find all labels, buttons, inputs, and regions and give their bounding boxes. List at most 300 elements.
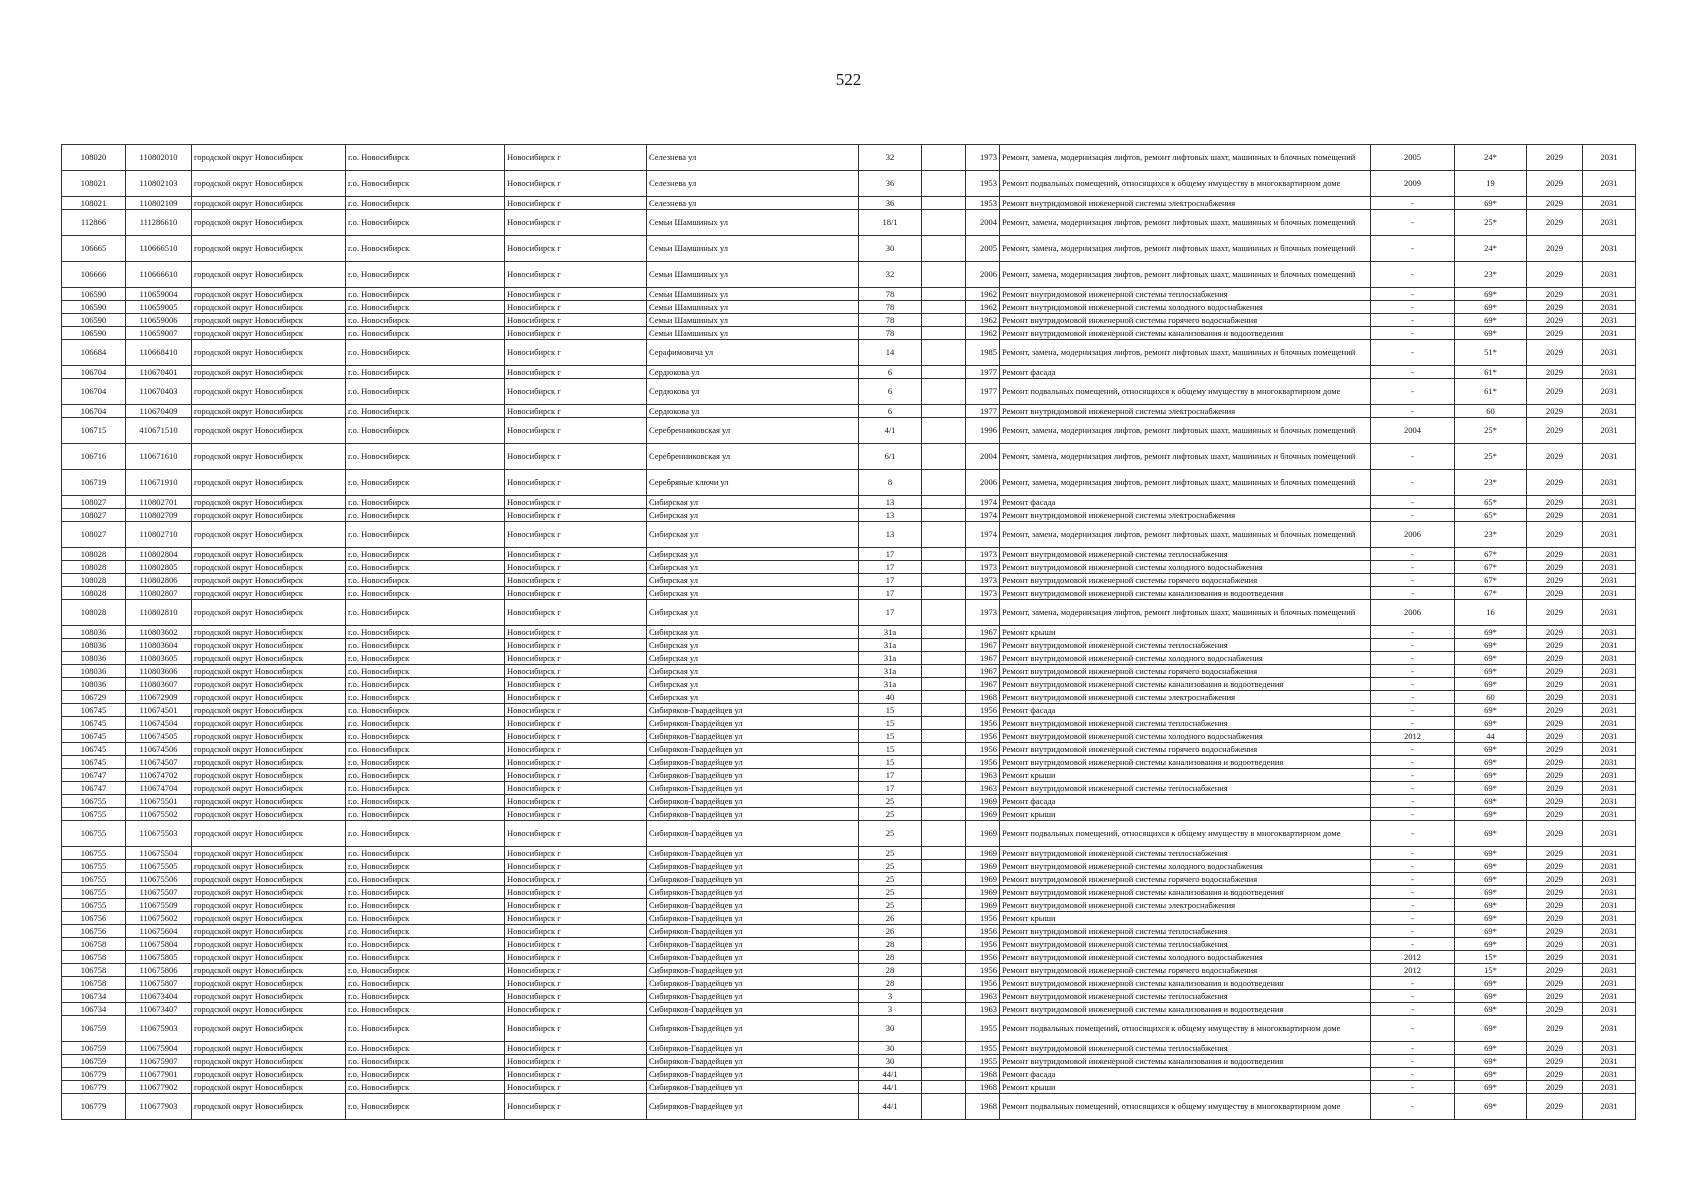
- work-type-cell: Ремонт подвальных помещений, относящихся к общему имуществу в многоквартирном доме: [1000, 1094, 1371, 1120]
- house-number-cell: 78: [859, 314, 922, 327]
- street-cell: Семьи Шамшиных ул: [647, 314, 859, 327]
- street-cell: Сибиряков-Гвардейцев ул: [647, 912, 859, 925]
- house-number-cell: 17: [859, 561, 922, 574]
- housing-cell: [922, 171, 966, 197]
- plan-start-cell: 2029: [1527, 1003, 1583, 1016]
- house-number-cell: 8: [859, 470, 922, 496]
- last-repair-year-cell: -: [1371, 626, 1455, 639]
- work-id-cell: 110675807: [126, 977, 192, 990]
- wear-cell: 25*: [1455, 444, 1527, 470]
- work-type-cell: Ремонт подвальных помещений, относящихся к общему имуществу в многоквартирном доме: [1000, 1016, 1371, 1042]
- house-number-cell: 6: [859, 379, 922, 405]
- table-row: [62, 1081, 1636, 1094]
- plan-start-cell: 2029: [1527, 951, 1583, 964]
- street-cell: Сибиряков-Гвардейцев ул: [647, 1081, 859, 1094]
- city-cell: Новосибирск г: [505, 340, 647, 366]
- build-year-cell: 1969: [966, 873, 1000, 886]
- house-id-cell: 106715: [62, 418, 126, 444]
- work-id-cell: 111286610: [126, 210, 192, 236]
- work-id-cell: 110803602: [126, 626, 192, 639]
- district-cell: г.о. Новосибирск: [346, 587, 505, 600]
- last-repair-year-cell: -: [1371, 691, 1455, 704]
- housing-cell: [922, 704, 966, 717]
- district-cell: г.о. Новосибирск: [346, 1016, 505, 1042]
- city-cell: Новосибирск г: [505, 886, 647, 899]
- district-cell: г.о. Новосибирск: [346, 405, 505, 418]
- street-cell: Селезнева ул: [647, 197, 859, 210]
- city-cell: Новосибирск г: [505, 522, 647, 548]
- housing-cell: [922, 197, 966, 210]
- build-year-cell: 2006: [966, 470, 1000, 496]
- housing-cell: [922, 665, 966, 678]
- street-cell: Сибирская ул: [647, 496, 859, 509]
- street-cell: Сибиряков-Гвардейцев ул: [647, 899, 859, 912]
- house-id-cell: 106734: [62, 990, 126, 1003]
- wear-cell: 23*: [1455, 262, 1527, 288]
- city-cell: Новосибирск г: [505, 301, 647, 314]
- wear-cell: 69*: [1455, 990, 1527, 1003]
- work-id-cell: 110803604: [126, 639, 192, 652]
- work-type-cell: Ремонт внутридомовой инженерной системы холодного водоснабжения: [1000, 730, 1371, 743]
- plan-end-cell: 2031: [1583, 717, 1636, 730]
- housing-cell: [922, 444, 966, 470]
- plan-start-cell: 2029: [1527, 171, 1583, 197]
- house-number-cell: 14: [859, 340, 922, 366]
- district-cell: г.о. Новосибирск: [346, 769, 505, 782]
- municipality-cell: городской округ Новосибирск: [192, 626, 346, 639]
- wear-cell: 61*: [1455, 379, 1527, 405]
- house-id-cell: 108028: [62, 548, 126, 561]
- district-cell: г.о. Новосибирск: [346, 1094, 505, 1120]
- city-cell: Новосибирск г: [505, 847, 647, 860]
- district-cell: г.о. Новосибирск: [346, 886, 505, 899]
- district-cell: г.о. Новосибирск: [346, 977, 505, 990]
- build-year-cell: 1956: [966, 977, 1000, 990]
- district-cell: г.о. Новосибирск: [346, 561, 505, 574]
- work-id-cell: 110675507: [126, 886, 192, 899]
- work-type-cell: Ремонт внутридомовой инженерной системы канализования и водоотведения: [1000, 977, 1371, 990]
- build-year-cell: 1977: [966, 366, 1000, 379]
- city-cell: Новосибирск г: [505, 821, 647, 847]
- wear-cell: 69*: [1455, 977, 1527, 990]
- house-number-cell: 31а: [859, 665, 922, 678]
- work-type-cell: Ремонт фасада: [1000, 704, 1371, 717]
- wear-cell: 69*: [1455, 314, 1527, 327]
- last-repair-year-cell: -: [1371, 782, 1455, 795]
- house-number-cell: 30: [859, 1016, 922, 1042]
- house-number-cell: 28: [859, 977, 922, 990]
- house-id-cell: 108036: [62, 678, 126, 691]
- work-id-cell: 110675504: [126, 847, 192, 860]
- work-id-cell: 110673407: [126, 1003, 192, 1016]
- work-type-cell: Ремонт крыши: [1000, 912, 1371, 925]
- plan-start-cell: 2029: [1527, 522, 1583, 548]
- build-year-cell: 2004: [966, 210, 1000, 236]
- housing-cell: [922, 1081, 966, 1094]
- plan-start-cell: 2029: [1527, 379, 1583, 405]
- district-cell: г.о. Новосибирск: [346, 873, 505, 886]
- plan-start-cell: 2029: [1527, 717, 1583, 730]
- table-row: [62, 574, 1636, 587]
- house-number-cell: 78: [859, 288, 922, 301]
- street-cell: Сибиряков-Гвардейцев ул: [647, 860, 859, 873]
- plan-start-cell: 2029: [1527, 704, 1583, 717]
- street-cell: Сибиряков-Гвардейцев ул: [647, 808, 859, 821]
- work-id-cell: 110802701: [126, 496, 192, 509]
- plan-end-cell: 2031: [1583, 639, 1636, 652]
- city-cell: Новосибирск г: [505, 509, 647, 522]
- plan-end-cell: 2031: [1583, 1068, 1636, 1081]
- plan-start-cell: 2029: [1527, 990, 1583, 1003]
- plan-end-cell: 2031: [1583, 496, 1636, 509]
- wear-cell: 60: [1455, 405, 1527, 418]
- work-id-cell: 110677902: [126, 1081, 192, 1094]
- municipality-cell: городской округ Новосибирск: [192, 639, 346, 652]
- wear-cell: 25*: [1455, 418, 1527, 444]
- district-cell: г.о. Новосибирск: [346, 652, 505, 665]
- last-repair-year-cell: -: [1371, 990, 1455, 1003]
- district-cell: г.о. Новосибирск: [346, 665, 505, 678]
- last-repair-year-cell: -: [1371, 795, 1455, 808]
- house-id-cell: 106755: [62, 860, 126, 873]
- work-type-cell: Ремонт, замена, модернизация лифтов, ремонт лифтовых шахт, машинных и блочных помещений: [1000, 262, 1371, 288]
- plan-start-cell: 2029: [1527, 782, 1583, 795]
- street-cell: Сибирская ул: [647, 561, 859, 574]
- municipality-cell: городской округ Новосибирск: [192, 691, 346, 704]
- housing-cell: [922, 1094, 966, 1120]
- housing-cell: [922, 509, 966, 522]
- build-year-cell: 1968: [966, 691, 1000, 704]
- last-repair-year-cell: -: [1371, 574, 1455, 587]
- last-repair-year-cell: -: [1371, 314, 1455, 327]
- district-cell: г.о. Новосибирск: [346, 262, 505, 288]
- house-id-cell: 106779: [62, 1068, 126, 1081]
- house-id-cell: 108027: [62, 522, 126, 548]
- wear-cell: 69*: [1455, 327, 1527, 340]
- city-cell: Новосибирск г: [505, 665, 647, 678]
- work-type-cell: Ремонт внутридомовой инженерной системы электроснабжения: [1000, 899, 1371, 912]
- wear-cell: 67*: [1455, 574, 1527, 587]
- municipality-cell: городской округ Новосибирск: [192, 769, 346, 782]
- city-cell: Новосибирск г: [505, 262, 647, 288]
- build-year-cell: 1956: [966, 756, 1000, 769]
- municipality-cell: городской округ Новосибирск: [192, 444, 346, 470]
- street-cell: Серебренниковская ул: [647, 444, 859, 470]
- work-type-cell: Ремонт внутридомовой инженерной системы горячего водоснабжения: [1000, 964, 1371, 977]
- last-repair-year-cell: -: [1371, 925, 1455, 938]
- last-repair-year-cell: 2006: [1371, 522, 1455, 548]
- street-cell: Сибиряков-Гвардейцев ул: [647, 769, 859, 782]
- housing-cell: [922, 886, 966, 899]
- last-repair-year-cell: -: [1371, 444, 1455, 470]
- work-id-cell: 110666510: [126, 236, 192, 262]
- municipality-cell: городской округ Новосибирск: [192, 561, 346, 574]
- plan-start-cell: 2029: [1527, 665, 1583, 678]
- wear-cell: 16: [1455, 600, 1527, 626]
- house-id-cell: 106745: [62, 704, 126, 717]
- work-type-cell: Ремонт подвальных помещений, относящихся к общему имуществу в многоквартирном доме: [1000, 379, 1371, 405]
- municipality-cell: городской округ Новосибирск: [192, 288, 346, 301]
- housing-cell: [922, 691, 966, 704]
- city-cell: Новосибирск г: [505, 743, 647, 756]
- housing-cell: [922, 379, 966, 405]
- build-year-cell: 1969: [966, 808, 1000, 821]
- district-cell: г.о. Новосибирск: [346, 197, 505, 210]
- house-number-cell: 30: [859, 1042, 922, 1055]
- house-number-cell: 13: [859, 509, 922, 522]
- table-row: [62, 756, 1636, 769]
- build-year-cell: 1973: [966, 587, 1000, 600]
- plan-start-cell: 2029: [1527, 795, 1583, 808]
- street-cell: Сибирская ул: [647, 509, 859, 522]
- street-cell: Сибиряков-Гвардейцев ул: [647, 990, 859, 1003]
- street-cell: Сибиряков-Гвардейцев ул: [647, 1068, 859, 1081]
- housing-cell: [922, 912, 966, 925]
- work-id-cell: 110672909: [126, 691, 192, 704]
- plan-end-cell: 2031: [1583, 886, 1636, 899]
- plan-end-cell: 2031: [1583, 548, 1636, 561]
- house-id-cell: 106590: [62, 288, 126, 301]
- municipality-cell: городской округ Новосибирск: [192, 964, 346, 977]
- work-id-cell: 110675903: [126, 1016, 192, 1042]
- municipality-cell: городской округ Новосибирск: [192, 678, 346, 691]
- work-id-cell: 110677903: [126, 1094, 192, 1120]
- municipality-cell: городской округ Новосибирск: [192, 327, 346, 340]
- municipality-cell: городской округ Новосибирск: [192, 782, 346, 795]
- municipality-cell: городской округ Новосибирск: [192, 1094, 346, 1120]
- last-repair-year-cell: -: [1371, 366, 1455, 379]
- plan-end-cell: 2031: [1583, 743, 1636, 756]
- last-repair-year-cell: -: [1371, 1003, 1455, 1016]
- table-row: [62, 691, 1636, 704]
- street-cell: Серебренниковская ул: [647, 418, 859, 444]
- last-repair-year-cell: -: [1371, 639, 1455, 652]
- district-cell: г.о. Новосибирск: [346, 600, 505, 626]
- work-id-cell: 110675804: [126, 938, 192, 951]
- plan-end-cell: 2031: [1583, 301, 1636, 314]
- municipality-cell: городской округ Новосибирск: [192, 717, 346, 730]
- plan-start-cell: 2029: [1527, 496, 1583, 509]
- street-cell: Сибирская ул: [647, 600, 859, 626]
- district-cell: г.о. Новосибирск: [346, 626, 505, 639]
- plan-start-cell: 2029: [1527, 405, 1583, 418]
- work-id-cell: 110668410: [126, 340, 192, 366]
- table-row: [62, 145, 1636, 171]
- table-row: [62, 314, 1636, 327]
- street-cell: Сердюкова ул: [647, 405, 859, 418]
- table-row: [62, 964, 1636, 977]
- work-type-cell: Ремонт внутридомовой инженерной системы теплоснабжения: [1000, 288, 1371, 301]
- municipality-cell: городской округ Новосибирск: [192, 548, 346, 561]
- work-id-cell: 110677901: [126, 1068, 192, 1081]
- street-cell: Сибиряков-Гвардейцев ул: [647, 1042, 859, 1055]
- housing-cell: [922, 600, 966, 626]
- work-id-cell: 110659006: [126, 314, 192, 327]
- municipality-cell: городской округ Новосибирск: [192, 652, 346, 665]
- table-row: [62, 847, 1636, 860]
- plan-start-cell: 2029: [1527, 444, 1583, 470]
- work-id-cell: 110673404: [126, 990, 192, 1003]
- house-number-cell: 36: [859, 171, 922, 197]
- street-cell: Сибиряков-Гвардейцев ул: [647, 704, 859, 717]
- last-repair-year-cell: -: [1371, 1042, 1455, 1055]
- house-id-cell: 106758: [62, 938, 126, 951]
- work-type-cell: Ремонт внутридомовой инженерной системы горячего водоснабжения: [1000, 743, 1371, 756]
- municipality-cell: городской округ Новосибирск: [192, 340, 346, 366]
- table-row: [62, 912, 1636, 925]
- wear-cell: 69*: [1455, 717, 1527, 730]
- district-cell: г.о. Новосибирск: [346, 639, 505, 652]
- plan-start-cell: 2029: [1527, 977, 1583, 990]
- house-id-cell: 106779: [62, 1094, 126, 1120]
- table-row: [62, 977, 1636, 990]
- work-id-cell: 110675806: [126, 964, 192, 977]
- build-year-cell: 2006: [966, 262, 1000, 288]
- house-id-cell: 106755: [62, 886, 126, 899]
- district-cell: г.о. Новосибирск: [346, 717, 505, 730]
- table-row: [62, 470, 1636, 496]
- work-type-cell: Ремонт внутридомовой инженерной системы холодного водоснабжения: [1000, 860, 1371, 873]
- house-number-cell: 30: [859, 1055, 922, 1068]
- plan-end-cell: 2031: [1583, 418, 1636, 444]
- wear-cell: 69*: [1455, 743, 1527, 756]
- district-cell: г.о. Новосибирск: [346, 509, 505, 522]
- work-type-cell: Ремонт крыши: [1000, 1081, 1371, 1094]
- plan-start-cell: 2029: [1527, 366, 1583, 379]
- build-year-cell: 1968: [966, 1081, 1000, 1094]
- district-cell: г.о. Новосибирск: [346, 704, 505, 717]
- wear-cell: 69*: [1455, 639, 1527, 652]
- housing-cell: [922, 366, 966, 379]
- housing-cell: [922, 938, 966, 951]
- plan-start-cell: 2029: [1527, 964, 1583, 977]
- table-row: [62, 652, 1636, 665]
- last-repair-year-cell: 2012: [1371, 730, 1455, 743]
- housing-cell: [922, 496, 966, 509]
- district-cell: г.о. Новосибирск: [346, 327, 505, 340]
- last-repair-year-cell: -: [1371, 873, 1455, 886]
- build-year-cell: 2005: [966, 236, 1000, 262]
- street-cell: Сибиряков-Гвардейцев ул: [647, 756, 859, 769]
- house-id-cell: 106756: [62, 925, 126, 938]
- street-cell: Сибиряков-Гвардейцев ул: [647, 1094, 859, 1120]
- house-id-cell: 106719: [62, 470, 126, 496]
- last-repair-year-cell: -: [1371, 912, 1455, 925]
- street-cell: Сибирская ул: [647, 678, 859, 691]
- table-row: [62, 743, 1636, 756]
- work-type-cell: Ремонт, замена, модернизация лифтов, ремонт лифтовых шахт, машинных и блочных помещений: [1000, 470, 1371, 496]
- work-type-cell: Ремонт, замена, модернизация лифтов, ремонт лифтовых шахт, машинных и блочных помещений: [1000, 145, 1371, 171]
- last-repair-year-cell: -: [1371, 1094, 1455, 1120]
- street-cell: Сибиряков-Гвардейцев ул: [647, 847, 859, 860]
- plan-end-cell: 2031: [1583, 977, 1636, 990]
- wear-cell: 69*: [1455, 795, 1527, 808]
- last-repair-year-cell: -: [1371, 847, 1455, 860]
- wear-cell: 69*: [1455, 1068, 1527, 1081]
- housing-cell: [922, 1042, 966, 1055]
- last-repair-year-cell: -: [1371, 262, 1455, 288]
- city-cell: Новосибирск г: [505, 756, 647, 769]
- table-row: [62, 821, 1636, 847]
- house-number-cell: 17: [859, 769, 922, 782]
- build-year-cell: 1956: [966, 743, 1000, 756]
- house-id-cell: 106759: [62, 1042, 126, 1055]
- work-type-cell: Ремонт фасада: [1000, 496, 1371, 509]
- table-row: [62, 522, 1636, 548]
- city-cell: Новосибирск г: [505, 964, 647, 977]
- last-repair-year-cell: 2004: [1371, 418, 1455, 444]
- plan-end-cell: 2031: [1583, 574, 1636, 587]
- work-id-cell: 110802805: [126, 561, 192, 574]
- city-cell: Новосибирск г: [505, 236, 647, 262]
- district-cell: г.о. Новосибирск: [346, 301, 505, 314]
- house-id-cell: 106755: [62, 873, 126, 886]
- table-row: [62, 626, 1636, 639]
- table-row: [62, 678, 1636, 691]
- house-id-cell: 106759: [62, 1016, 126, 1042]
- last-repair-year-cell: -: [1371, 236, 1455, 262]
- build-year-cell: 1963: [966, 1003, 1000, 1016]
- house-number-cell: 44/1: [859, 1081, 922, 1094]
- wear-cell: 69*: [1455, 197, 1527, 210]
- house-number-cell: 17: [859, 600, 922, 626]
- house-number-cell: 15: [859, 743, 922, 756]
- wear-cell: 69*: [1455, 756, 1527, 769]
- plan-start-cell: 2029: [1527, 743, 1583, 756]
- table-row: [62, 717, 1636, 730]
- work-type-cell: Ремонт внутридомовой инженерной системы холодного водоснабжения: [1000, 652, 1371, 665]
- house-id-cell: 108028: [62, 561, 126, 574]
- municipality-cell: городской округ Новосибирск: [192, 600, 346, 626]
- municipality-cell: городской округ Новосибирск: [192, 938, 346, 951]
- plan-end-cell: 2031: [1583, 561, 1636, 574]
- plan-end-cell: 2031: [1583, 509, 1636, 522]
- plan-end-cell: 2031: [1583, 899, 1636, 912]
- last-repair-year-cell: -: [1371, 808, 1455, 821]
- city-cell: Новосибирск г: [505, 210, 647, 236]
- street-cell: Сибиряков-Гвардейцев ул: [647, 938, 859, 951]
- house-number-cell: 28: [859, 951, 922, 964]
- housing-cell: [922, 327, 966, 340]
- house-number-cell: 18/1: [859, 210, 922, 236]
- plan-end-cell: 2031: [1583, 288, 1636, 301]
- plan-start-cell: 2029: [1527, 1042, 1583, 1055]
- district-cell: г.о. Новосибирск: [346, 1068, 505, 1081]
- table-row: [62, 1068, 1636, 1081]
- last-repair-year-cell: -: [1371, 379, 1455, 405]
- build-year-cell: 1963: [966, 769, 1000, 782]
- work-type-cell: Ремонт, замена, модернизация лифтов, ремонт лифтовых шахт, машинных и блочных помещений: [1000, 444, 1371, 470]
- housing-cell: [922, 587, 966, 600]
- city-cell: Новосибирск г: [505, 639, 647, 652]
- street-cell: Семьи Шамшиных ул: [647, 236, 859, 262]
- work-id-cell: 110802103: [126, 171, 192, 197]
- wear-cell: 69*: [1455, 769, 1527, 782]
- wear-cell: 69*: [1455, 873, 1527, 886]
- house-number-cell: 28: [859, 938, 922, 951]
- work-type-cell: Ремонт внутридомовой инженерной системы канализования и водоотведения: [1000, 886, 1371, 899]
- plan-end-cell: 2031: [1583, 782, 1636, 795]
- last-repair-year-cell: -: [1371, 1055, 1455, 1068]
- municipality-cell: городской округ Новосибирск: [192, 301, 346, 314]
- table-row: [62, 730, 1636, 743]
- municipality-cell: городской округ Новосибирск: [192, 262, 346, 288]
- house-number-cell: 31а: [859, 639, 922, 652]
- plan-start-cell: 2029: [1527, 470, 1583, 496]
- district-cell: г.о. Новосибирск: [346, 678, 505, 691]
- work-type-cell: Ремонт внутридомовой инженерной системы горячего водоснабжения: [1000, 665, 1371, 678]
- last-repair-year-cell: -: [1371, 717, 1455, 730]
